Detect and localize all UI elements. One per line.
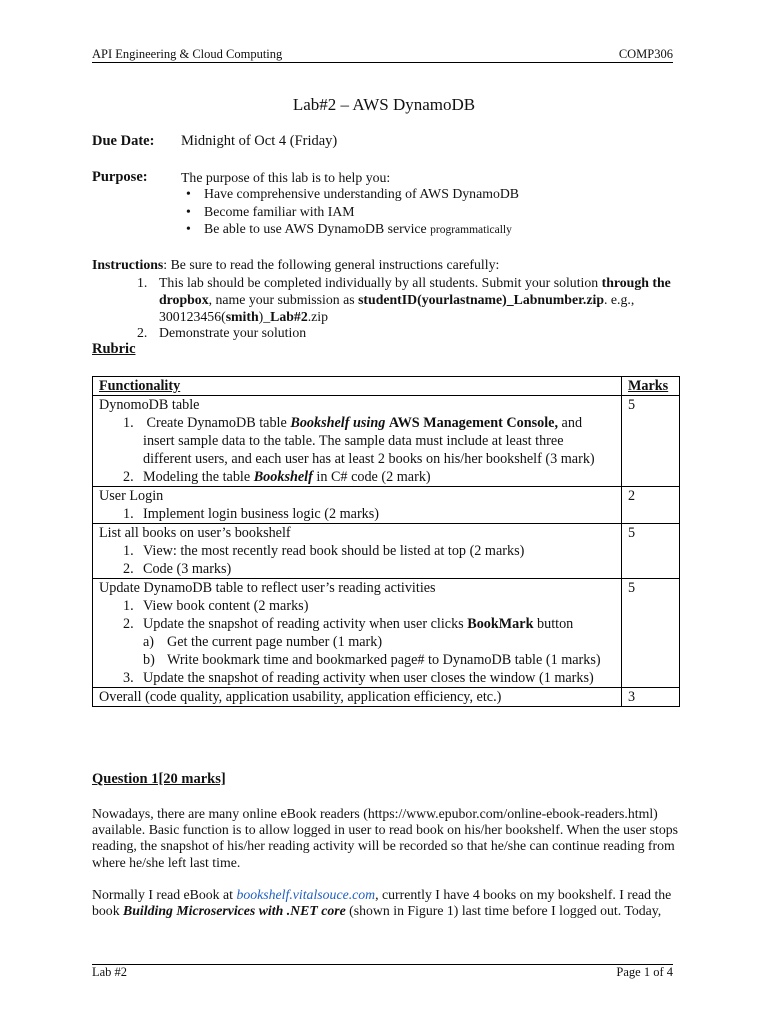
table-row xyxy=(93,396,680,487)
due-date-value: Midnight of Oct 4 (Friday) xyxy=(181,133,338,149)
question-paragraph: Nowadays, there are many online eBook readers (https://www.epubor.com/online-ebook-readers.html) available. Basic function is to allow logged in user to read book on his/her bookshelf. When the user stops reading, the snapshot of his/her reading activity will be recorded so that he/she can continue reading from where he/she left last time. xyxy=(92,806,678,870)
row-title: Update DynamoDB table to reflect user’s reading activities xyxy=(99,580,436,596)
rubric-table xyxy=(92,376,680,707)
purpose-label: Purpose: xyxy=(92,169,148,185)
row-marks: 5 xyxy=(622,396,680,487)
row-subitem: 1. View: the most recently read book should be listed at top (2 marks) xyxy=(123,543,525,559)
marks-header: Marks xyxy=(622,377,680,396)
table-header-row xyxy=(93,377,680,396)
table-row xyxy=(93,579,680,688)
purpose-item: • Have comprehensive understanding of AWS DynamoDB xyxy=(181,186,519,204)
instructions-line: Instructions: Be sure to read the following general instructions carefully: xyxy=(92,257,500,272)
question-paragraph: Normally I read eBook at bookshelf.vitalsouce.com, currently I have 4 books on my bookshelf. I read the book Building Microservices with .NET core (shown in Figure 1) last time before I logged out. Today, xyxy=(92,887,672,919)
purpose-item: • Become familiar with IAM xyxy=(181,204,519,222)
row-subitem: 3. Update the snapshot of reading activity when user closes the window (1 marks) xyxy=(123,670,594,686)
row-title: DynomoDB table xyxy=(99,397,200,413)
row-marks: 5 xyxy=(622,524,680,579)
table-row xyxy=(93,524,680,579)
row-subitem: 1. Implement login business logic (2 marks) xyxy=(123,506,380,522)
due-date-label: Due Date: xyxy=(92,133,155,149)
row-subitem: 2. Update the snapshot of reading activity when user clicks BookMark button xyxy=(123,616,574,632)
instructions-label: Instructions xyxy=(92,257,164,272)
row-subitem: 2. Code (3 marks) xyxy=(123,561,232,577)
row-marks: 5 xyxy=(622,579,680,688)
table-row xyxy=(93,487,680,524)
bookshelf-link[interactable]: bookshelf.vitalsouce.com xyxy=(236,887,376,902)
course-name: API Engineering & Cloud Computing xyxy=(92,47,283,61)
purpose-list xyxy=(181,186,519,239)
row-subitem: 1. Create DynamoDB table Bookshelf using AWS Management Console, and insert sample data to the table. The sample data must include at least three different users, and each user has at least 2 books on his/her bookshelf (3 mark) xyxy=(123,415,595,467)
rubric-heading: Rubric xyxy=(92,341,136,357)
instructions-list: 1. This lab should be completed individually by all students. Submit your solution through the dropbox, name your submission as studentID(yourlastname)_Labnumber.zip. e.g., 300123456(smith)_Lab#2.zip 2. Demonstrate your solution xyxy=(137,274,697,334)
row-marks: 2 xyxy=(622,487,680,524)
row-title: Overall (code quality, application usability, application efficiency, etc.) xyxy=(93,688,622,707)
row-subitem: b) Write bookmark time and bookmarked page# to DynamoDB table (1 marks) xyxy=(143,652,601,668)
page-header xyxy=(92,46,673,63)
page-footer xyxy=(92,964,673,979)
instruction-item: This lab should be completed individually by all students. Submit your solution through the dropbox, name your submission as studentID(yourlastname)_Labnumber.zip. e.g., 300123456(smith)_Lab#2.zip xyxy=(159,275,671,324)
footer-lab: Lab #2 xyxy=(92,965,128,979)
row-subitem: 1. View book content (2 marks) xyxy=(123,598,309,614)
row-marks: 3 xyxy=(622,688,680,707)
row-title: List all books on user’s bookshelf xyxy=(99,525,291,541)
lab-title: Lab#2 – AWS DynamoDB xyxy=(292,95,476,114)
row-subitem: 2. Modeling the table Bookshelf in C# code (2 mark) xyxy=(123,469,431,485)
table-row xyxy=(93,688,680,707)
row-title: User Login xyxy=(99,488,164,504)
course-code: COMP306 xyxy=(618,47,673,61)
question-heading: Question 1[20 marks] xyxy=(92,771,226,787)
instruction-item: Demonstrate your solution xyxy=(159,325,307,340)
purpose-intro: The purpose of this lab is to help you: xyxy=(181,170,391,185)
functionality-header: Functionality xyxy=(93,377,622,396)
page-number: Page 1 of 4 xyxy=(616,965,673,979)
row-subitem: a) Get the current page number (1 mark) xyxy=(143,634,383,650)
purpose-item: • Be able to use AWS DynamoDB service programmatically xyxy=(181,221,519,239)
